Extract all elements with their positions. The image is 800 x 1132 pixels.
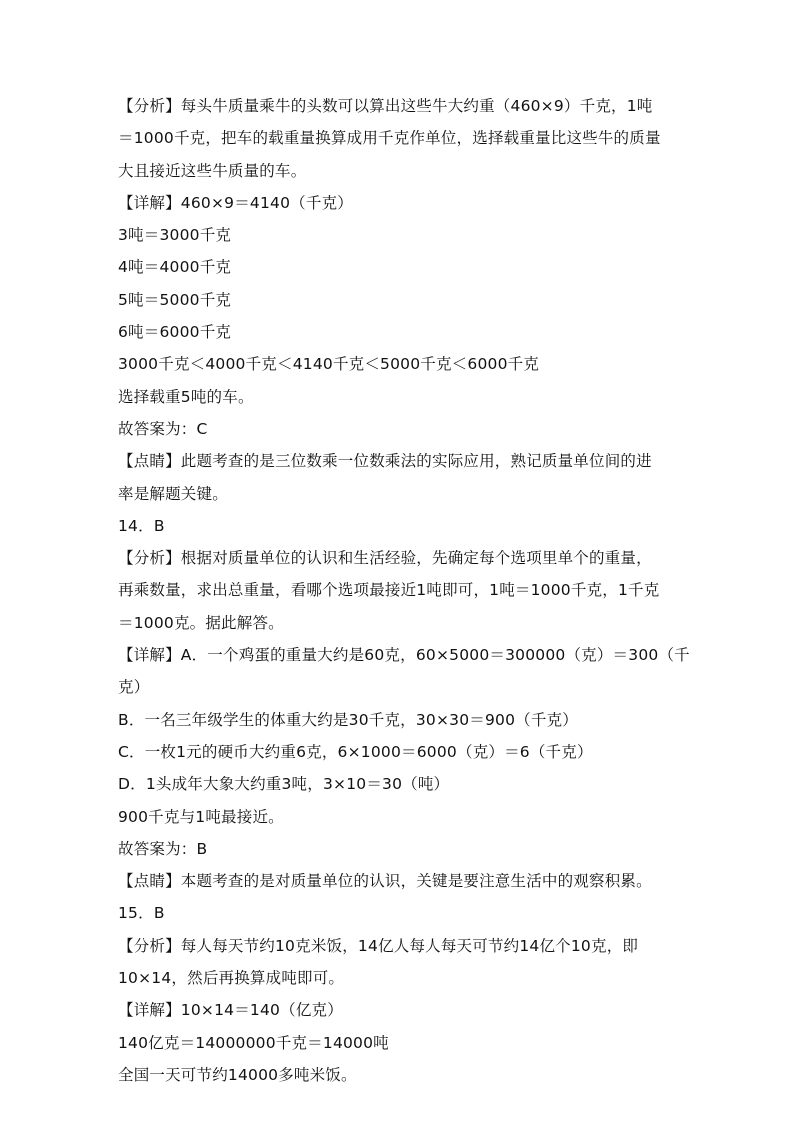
q14-detail-line-6: 900千克与1吨最接近。 [118,807,284,826]
q13-comment-line-2: 率是解题关键。 [118,484,228,503]
q14-comment: 【点睛】本题考查的是对质量单位的认识，关键是要注意生活中的观察积累。 [118,872,652,891]
q13-detail-line-3: 4吨＝4000千克 [118,258,232,277]
q14-analysis-line-1: 【分析】根据对质量单位的认识和生活经验，先确定每个选项里单个的重量， [118,549,652,568]
q13-answer: 故答案为：C [118,419,208,438]
q13-detail-line-1: 【详解】460×9＝4140（千克） [118,193,353,212]
q14-analysis-line-2: 再乘数量，求出总重量，看哪个选项最接近1吨即可，1吨＝1000千克，1千克 [118,581,660,600]
q13-detail-line-2: 3吨＝3000千克 [118,226,232,245]
q15-analysis-line-1: 【分析】每人每天节约10克米饭，14亿人每人每天可节约14亿个10克，即 [118,936,639,955]
q15-analysis-line-2: 10×14，然后再换算成吨即可。 [118,969,345,988]
q14-detail-line-1: 【详解】A．一个鸡蛋的重量大约是60克，60×5000＝300000（克）＝300（千 [118,646,690,665]
q13-analysis-line-1: 【分析】每头牛质量乘牛的头数可以算出这些牛大约重（460×9）千克，1吨 [118,97,653,115]
q13-analysis-line-2: ＝1000千克，把车的载重量换算成用千克作单位，选择载重量比这些牛的质量 [118,129,661,148]
q15-heading: 15．B [118,904,165,923]
q15-detail-line-2: 140亿克＝14000000千克＝14000吨 [118,1033,389,1052]
q14-detail-line-3: B．一名三年级学生的体重大约是30千克，30×30＝900（千克） [118,710,578,729]
q14-analysis-line-3: ＝1000克。据此解答。 [118,613,284,632]
q14-detail-line-2: 克） [118,678,150,697]
q14-detail-line-4: C．一枚1元的硬币大约重6克，6×1000＝6000（克）＝6（千克） [118,742,593,761]
q13-detail-line-5: 6吨＝6000千克 [118,323,232,342]
document-page [118,90,688,1091]
q13-analysis-line-3: 大且接近这些牛质量的车。 [118,161,307,180]
q15-detail-line-3: 全国一天可节约14000多吨米饭。 [118,1065,357,1084]
q14-detail-line-5: D．1头成年大象大约重3吨，3×10＝30（吨） [118,775,450,794]
q13-detail-line-7: 选择载重5吨的车。 [118,387,254,406]
q14-answer: 故答案为：B [118,839,208,858]
q13-detail-line-4: 5吨＝5000千克 [118,290,232,309]
q14-heading: 14．B [118,516,165,535]
q15-detail-line-1: 【详解】10×14＝140（亿克） [118,1001,343,1020]
q13-detail-line-6: 3000千克＜4000千克＜4140千克＜5000千克＜6000千克 [118,355,540,374]
q13-comment-line-1: 【点睛】此题考查的是三位数乘一位数乘法的实际应用，熟记质量单位间的进 [118,452,652,471]
